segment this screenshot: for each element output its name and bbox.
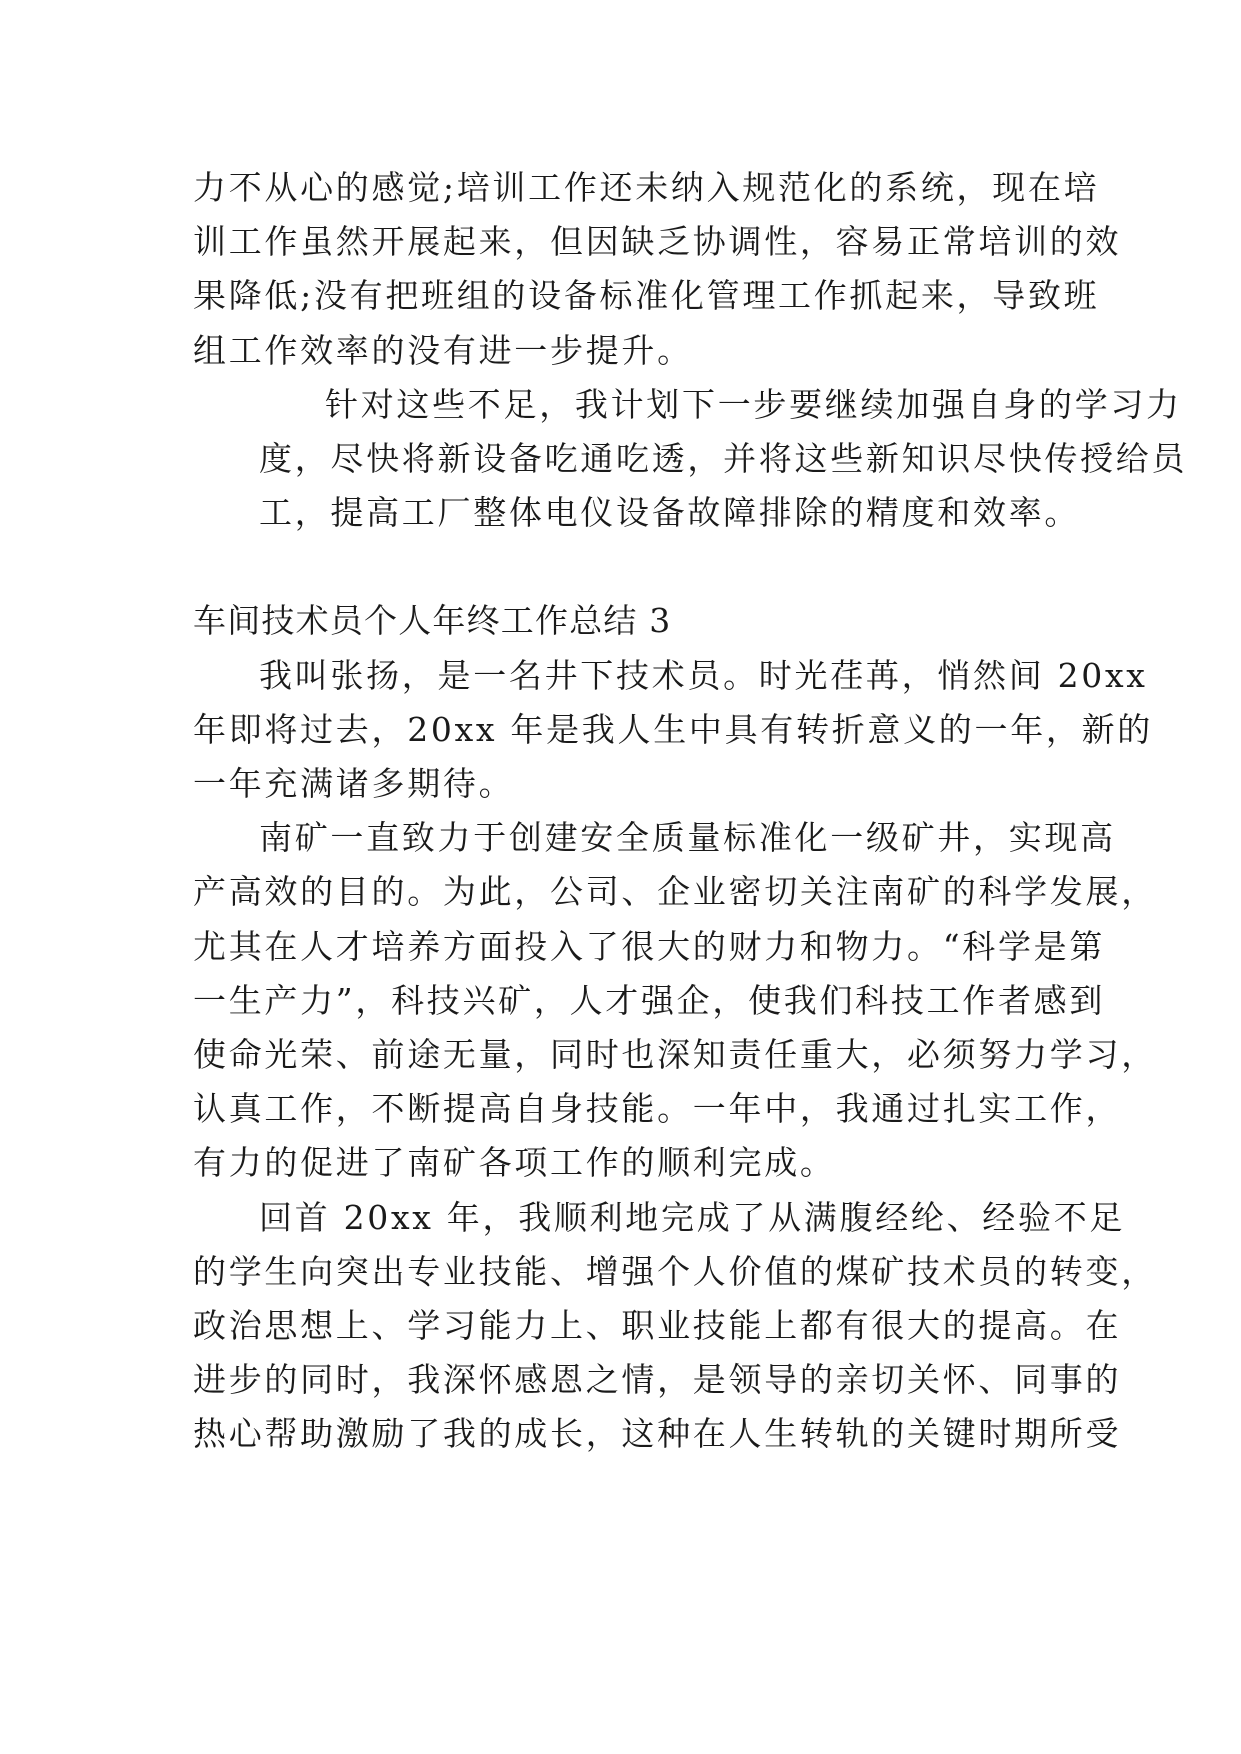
- text-line: 工，提高工厂整体电仪设备故障排除的精度和效率。: [259, 493, 1081, 533]
- text-line: 一年充满诸多期待。: [193, 764, 515, 804]
- text-line: 认真工作，不断提高自身技能。一年中，我通过扎实工作，: [193, 1089, 1122, 1129]
- paragraph-5: [193, 1191, 1157, 1462]
- paragraph-4: [193, 811, 1157, 1190]
- paragraph-1: [193, 161, 1122, 378]
- text-line: 使命光荣、前途无量，同时也深知责任重大，必须努力学习，: [193, 1035, 1157, 1075]
- text-line: 的学生向突出专业技能、增强个人价值的煤矿技术员的转变，: [193, 1251, 1157, 1291]
- text-line: 我叫张扬，是一名井下技术员。时光荏苒，悄然间 20xx: [259, 655, 1148, 695]
- text-line: 训工作虽然开展起来，但因缺乏协调性，容易正常培训的效: [193, 222, 1122, 262]
- text-line: 进步的同时，我深怀感恩之情，是领导的亲切关怀、同事的: [193, 1360, 1122, 1400]
- text-line: 年即将过去，20xx 年是我人生中具有转折意义的一年，新的: [193, 709, 1154, 749]
- text-line: 南矿一直致力于创建安全质量标准化一级矿井，实现高: [259, 818, 1116, 858]
- section-gap: [193, 540, 1053, 594]
- text-line: 热心帮助激励了我的成长，这种在人生转轨的关键时期所受: [193, 1414, 1122, 1454]
- text-line: 组工作效率的没有进一步提升。: [193, 330, 693, 370]
- document-body: [193, 161, 1188, 1462]
- text-line: 果降低;没有把班组的设备标准化管理工作抓起来，导致班: [193, 276, 1100, 316]
- text-line: 针对这些不足，我计划下一步要继续加强自身的学习力: [325, 384, 1182, 424]
- text-line: 有力的促进了南矿各项工作的顺利完成。: [193, 1143, 836, 1183]
- paragraph-2: [193, 378, 1188, 541]
- text-line: 产高效的目的。为此，公司、企业密切关注南矿的科学发展，: [193, 872, 1157, 912]
- text-line: 力不从心的感觉;培训工作还未纳入规范化的系统，现在培: [193, 168, 1100, 207]
- text-line: 尤其在人才培养方面投入了很大的财力和物力。“科学是第: [193, 926, 1106, 966]
- paragraph-3: [193, 649, 1154, 812]
- section-heading: 车间技术员个人年终工作总结 3: [193, 601, 672, 641]
- text-line: 政治思想上、学习能力上、职业技能上都有很大的提高。在: [193, 1306, 1122, 1346]
- text-line: 一生产力”，科技兴矿，人才强企，使我们科技工作者感到: [193, 980, 1106, 1020]
- text-line: 回首 20xx 年，我顺利地完成了从满腹经纶、经验不足: [259, 1197, 1126, 1237]
- text-line: 度，尽快将新设备吃通吃透，并将这些新知识尽快传授给员: [259, 439, 1188, 479]
